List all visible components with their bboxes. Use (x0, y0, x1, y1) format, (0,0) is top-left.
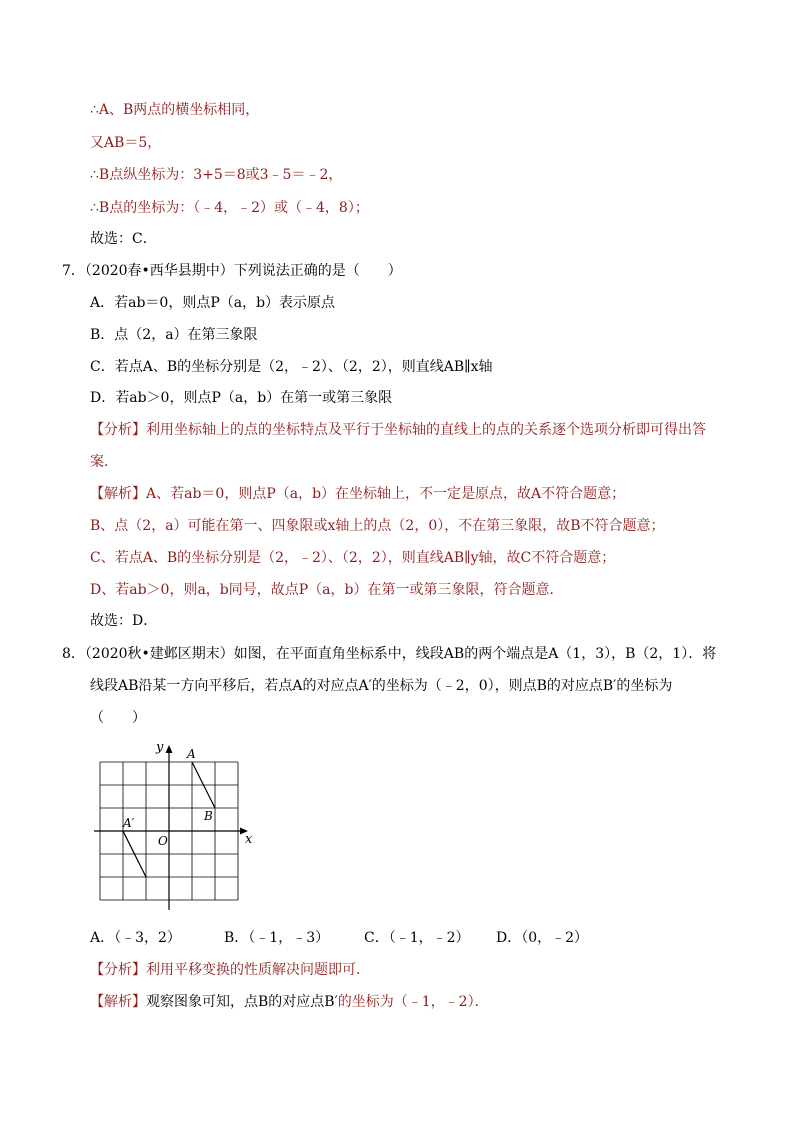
q7-solution-line-4: D、若ab＞0，则a，b同号，故点P（a，b）在第一或第三象限，符合题意． (90, 582, 564, 598)
q7-option-a: A．若ab＝0，则点P（a，b）表示原点 (90, 295, 336, 311)
origin-label: O (158, 834, 168, 848)
q8-analysis-tag: 【分析】 (90, 962, 146, 978)
q8-solution-line (90, 993, 489, 1011)
q8-option-c: C．（﹣1，﹣2） (364, 930, 470, 946)
prev-solution-line-4: ∴B点的坐标为：（﹣4，﹣2）或（﹣4，8）； (90, 200, 369, 216)
x-axis-label: x (245, 832, 253, 847)
q7-option-c: C．若点A、B的坐标分别是（2，﹣2）、（2，2），则直线AB∥x轴 (90, 359, 493, 375)
q7-analysis-line-2: 案． (90, 454, 118, 470)
q7-solution-line-1 (90, 485, 625, 503)
q8-option-d: D．（0，﹣2） (496, 930, 589, 946)
y-axis-label: y (156, 740, 164, 755)
q7-option-d: D．若ab＞0，则点P（a，b）在第一或第三象限 (90, 390, 393, 406)
prev-solution-line-1: ∴A、B两点的横坐标相同， (90, 102, 260, 118)
y-axis-arrow (166, 745, 173, 753)
q7-analysis-line-1 (90, 421, 706, 439)
q8-option-b: B．（﹣1，﹣3） (224, 930, 330, 946)
q7-answer: 故选：D． (90, 613, 158, 629)
q8-stem-line-2: 线段AB沿某一方向平移后，若点A的对应点A′的坐标为（﹣2，0），则点B的对应点B′的坐标为 (90, 678, 673, 694)
prev-solution-line-3: ∴B点纵坐标为：3+5＝8或3﹣5＝﹣2， (90, 167, 343, 183)
q7-option-b: B．点（2，a）在第三象限 (90, 327, 258, 343)
prev-solution-answer: 故选：C． (90, 231, 157, 247)
q7-analysis-tag: 【分析】 (90, 422, 146, 438)
point-b-label: B (204, 809, 213, 823)
q7-solution-line-2: B、点（2，a）可能在第一、四象限或x轴上的点（2，0），不在第三象限，故B不符合题意； (90, 518, 665, 534)
q8-analysis-line (90, 961, 370, 979)
coordinate-grid-figure (90, 735, 265, 915)
q8-analysis-text: 利用平移变换的性质解决问题即可． (146, 962, 370, 978)
q7-solution-line-3: C、若点A、B的坐标分别是（2，﹣2）、（2，2），则直线AB∥y轴，故C不符合题意； (90, 550, 616, 566)
q8-stem-line-3: （ ） (90, 710, 146, 726)
q8-solution-tag: 【解析】 (90, 994, 146, 1010)
q7-stem: 7．（2020春•西华县期中）下列说法正确的是（ ） (62, 263, 402, 279)
prev-solution-line-2: 又AB＝5， (90, 135, 162, 151)
q8-option-a: A．（﹣3，2） (90, 930, 181, 946)
point-a-label: A (187, 747, 196, 761)
q8-solution-text-black: 观察图象可知，点B的对应点B′ (146, 994, 338, 1010)
q7-analysis-text: 利用坐标轴上的点的坐标特点及平行于坐标轴的直线上的点的关系逐个选项分析即可得出答 (146, 422, 706, 438)
q8-solution-text-red: 的坐标为（﹣1，﹣2）． (337, 994, 489, 1010)
q7-solution-text-1: A、若ab＝0，则点P（a，b）在坐标轴上，不一定是原点，故A不符合题意； (146, 486, 626, 502)
point-a-prime-label: A′ (123, 816, 135, 830)
q8-stem-line-1: 8．（2020秋•建邺区期末）如图，在平面直角坐标系中，线段AB的两个端点是A（1，3），B（2，1）．将 (62, 646, 717, 662)
q7-solution-tag: 【解析】 (90, 486, 146, 502)
